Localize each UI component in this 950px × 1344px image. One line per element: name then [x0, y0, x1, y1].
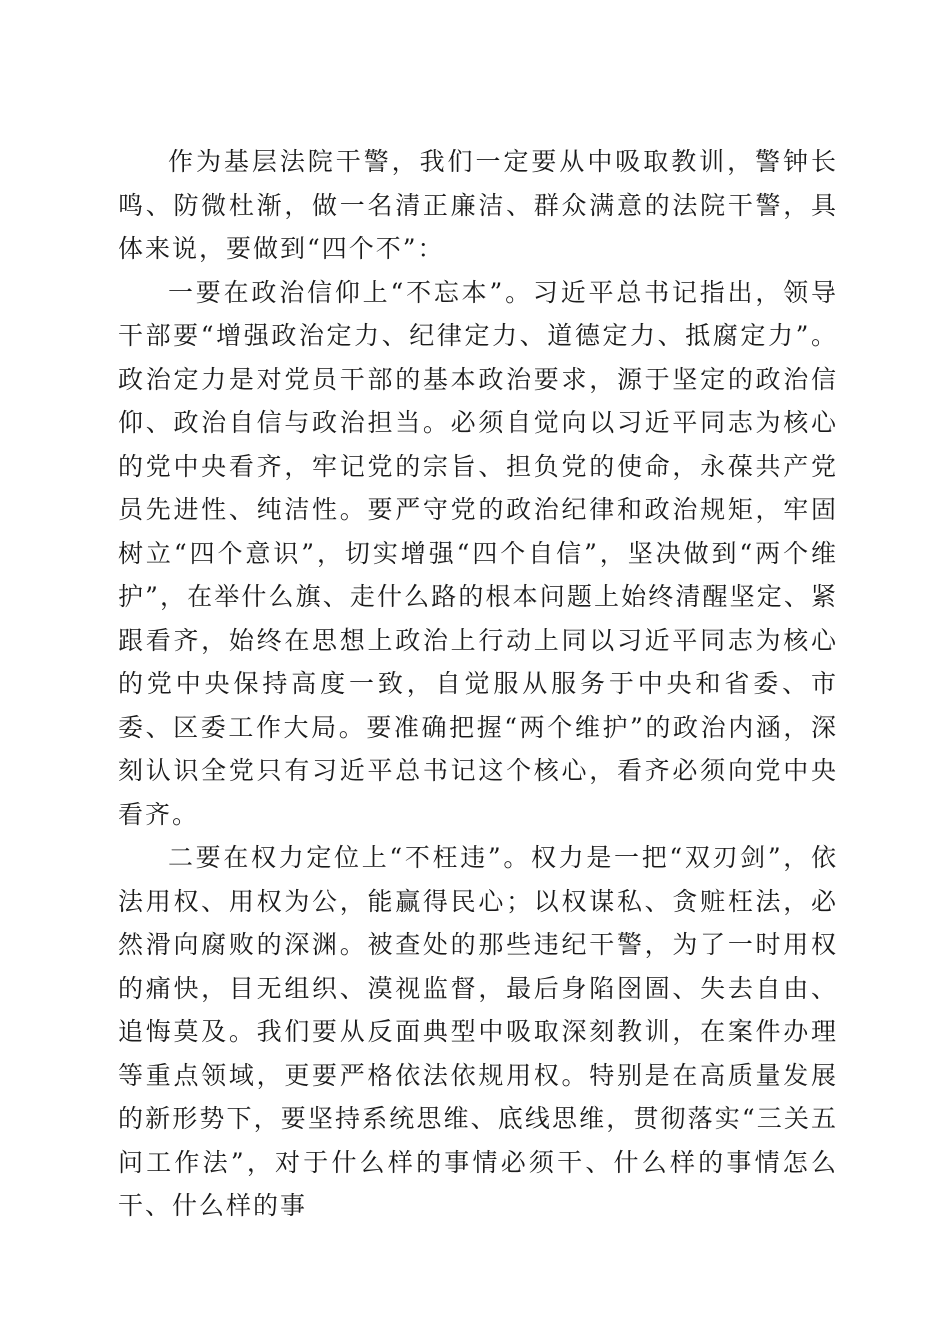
paragraph-political-belief: 一要在政治信仰上“不忘本”。习近平总书记指出，领导干部要“增强政治定力、纪律定力、道德定力、抵腐定力”。政治定力是对党员干部的基本政治要求，源于坚定的政治信仰、政治自信与政治担当。必须自觉向以习近平同志为核心的党中央看齐，牢记党的宗旨、担负党的使命，永葆共产党员先进性、纯洁性。要严守党的政治纪律和政治规矩，牢固树立“四个意识”，切实增强“四个自信”，坚决做到“两个维护”，在举什么旗、走什么路的根本问题上始终清醒坚定、紧跟看齐，始终在思想上政治上行动上同以习近平同志为核心的党中央保持高度一致，自觉服从服务于中央和省委、市委、区委工作大局。要准确把握“两个维护”的政治内涵，深刻认识全党只有习近平总书记这个核心，看齐必须向党中央看齐。 [118, 277, 838, 829]
paragraph-power-positioning: 二要在权力定位上“不枉违”。权力是一把“双刃剑”，依法用权、用权为公，能赢得民心；以权谋私、贪赃枉法，必然滑向腐败的深渊。被查处的那些违纪干警，为了一时用权的痛快，目无组织、漠视监督，最后身陷囹圄、失去自由、追悔莫及。我们要从反面典型中吸取深刻教训，在案件办理等重点领域，更要严格依法依规用权。特别是在高质量发展的新形势下，要坚持系统思维、底线思维，贯彻落实“三关五问工作法”，对于什么样的事情必须干、什么样的事情怎么干、什么样的事 [118, 843, 838, 1220]
document-body [118, 140, 838, 1228]
paragraph-intro: 作为基层法院干警，我们一定要从中吸取教训，警钟长鸣、防微杜渐，做一名清正廉洁、群众满意的法院干警，具体来说，要做到“四个不”： [118, 147, 838, 263]
